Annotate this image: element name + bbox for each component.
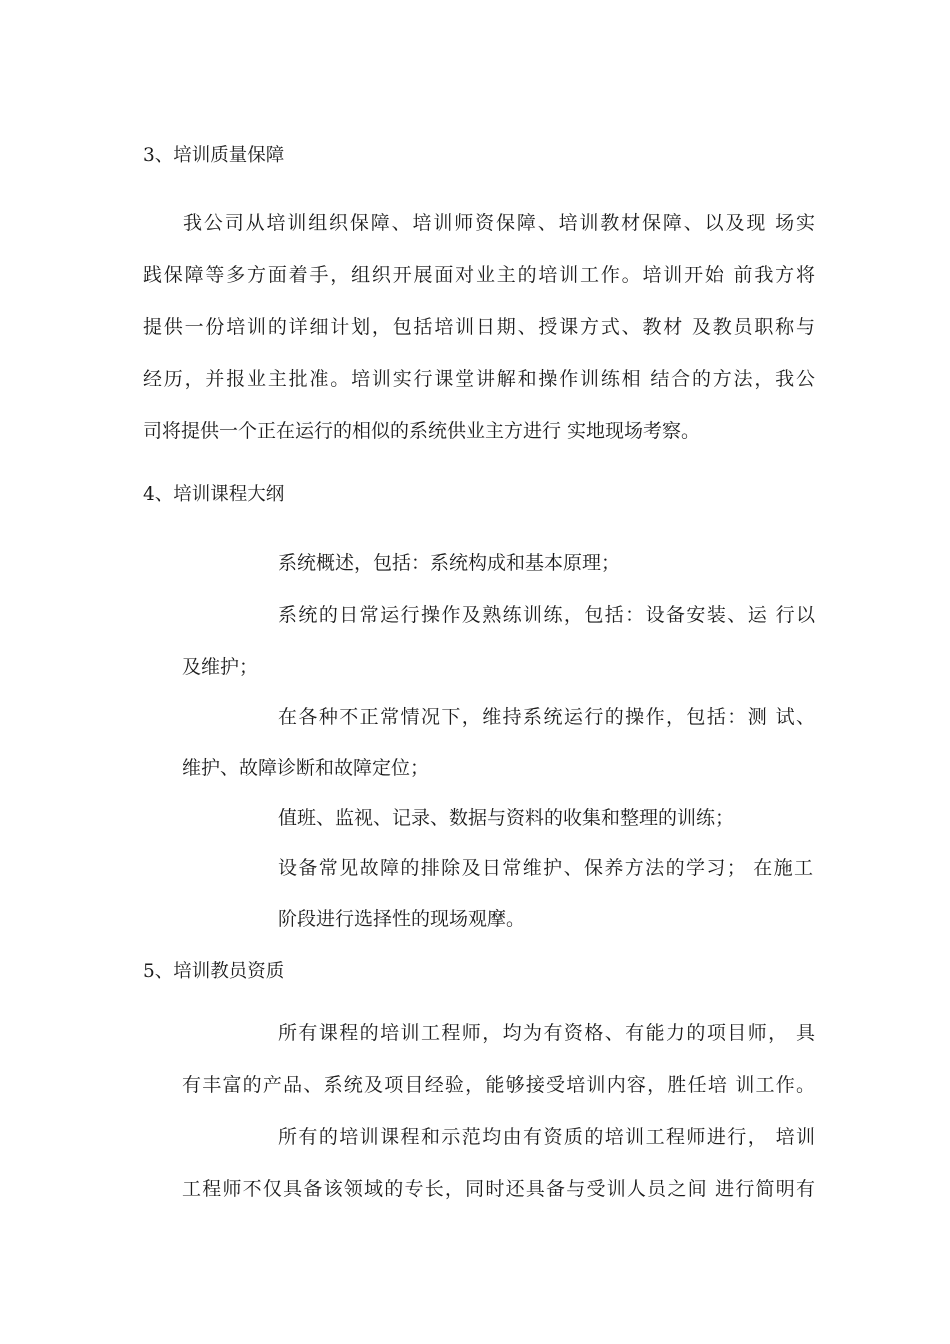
outline-item-1: 系统概述，包括：系统构成和基本原理；: [278, 552, 621, 574]
section-3-line-5: 司将提供一个正在运行的相似的系统供业主方进行 实地现场考察。: [143, 420, 701, 442]
section-3-heading: 3、培训质量保障: [143, 145, 285, 166]
qualification-para-1-line-2: 有丰富的产品、系统及项目经验，能够接受培训内容，胜任培 训工作。: [182, 1074, 815, 1096]
outline-item-5-cont: 阶段进行选择性的现场观摩。: [278, 908, 526, 930]
qualification-para-2-line-2: 工程师不仅具备该领域的专长，同时还具备与受训人员之间 进行简明有: [182, 1178, 815, 1200]
section-3-line-2: 践保障等多方面着手，组织开展面对业主的培训工作。培训开始 前我方将: [143, 264, 815, 286]
section-5-heading: 5、培训教员资质: [143, 961, 285, 982]
qualification-para-2-line-1: 所有的培训课程和示范均由有资质的培训工程师进行， 培训: [278, 1126, 815, 1148]
outline-item-5: 设备常见故障的排除及日常维护、保养方法的学习； 在施工: [278, 857, 813, 879]
outline-item-3-cont: 维护、故障诊断和故障定位；: [182, 757, 430, 779]
outline-item-2-cont: 及维护；: [182, 656, 259, 678]
section-3-line-3: 提供一份培训的详细计划，包括培训日期、授课方式、教材 及教员职称与: [143, 316, 815, 338]
outline-item-4: 值班、监视、记录、数据与资料的收集和整理的训练；: [278, 807, 735, 829]
qualification-para-1-line-1: 所有课程的培训工程师，均为有资格、有能力的项目师， 具: [278, 1022, 815, 1044]
section-3-line-4: 经历，并报业主批准。培训实行课堂讲解和操作训练相 结合的方法，我公: [143, 368, 815, 390]
section-3-line-1: 我公司从培训组织保障、培训师资保障、培训教材保障、以及现 场实: [183, 212, 815, 234]
outline-item-3: 在各种不正常情况下，维持系统运行的操作，包括：测 试、: [278, 706, 815, 728]
section-4-heading: 4、培训课程大纲: [143, 484, 285, 505]
outline-item-2: 系统的日常运行操作及熟练训练，包括：设备安装、运 行以: [278, 604, 815, 626]
